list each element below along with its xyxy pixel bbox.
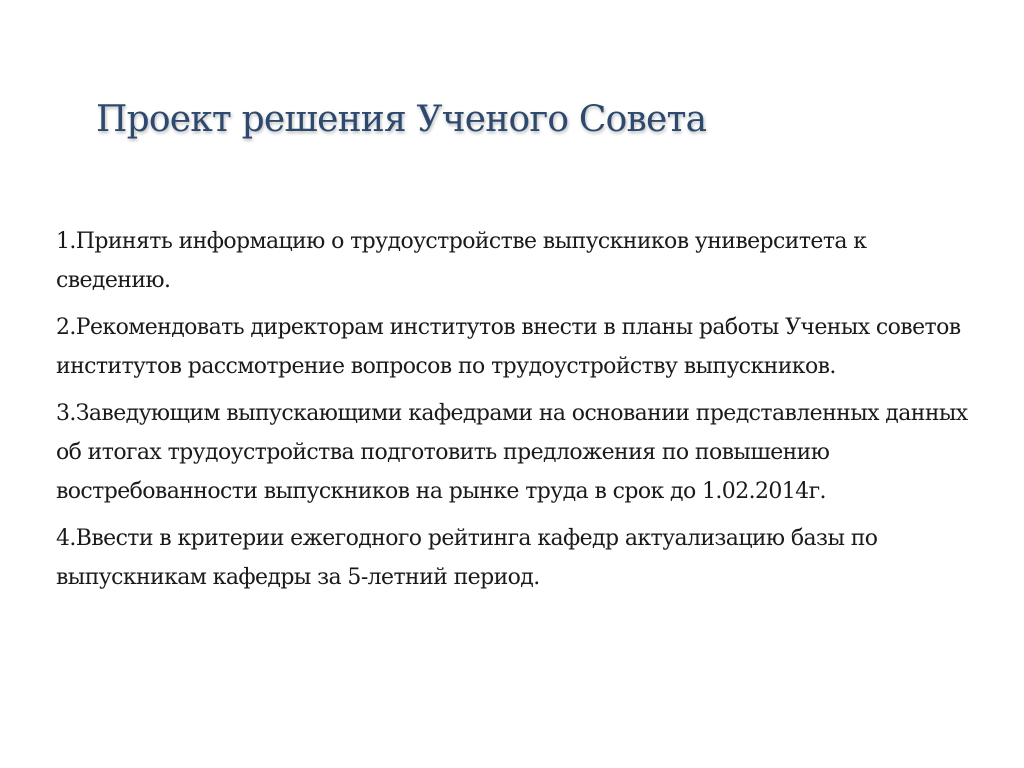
decision-item-4: 4.Ввести в критерии ежегодного рейтинга кафедр актуализацию базы по выпускникам кафедры за 5-летний период. — [56, 526, 878, 590]
decision-list — [56, 222, 976, 605]
slide-title: Проект решения Ученого Совета — [96, 99, 707, 140]
decision-item-2: 2.Рекомендовать директорам институтов внести в планы работы Ученых советов институтов рассмотрение вопросов по трудоустройству выпускников. — [56, 315, 961, 379]
decision-item-3: 3.Заведующим выпускающими кафедрами на основании представленных данных об итогах трудоустройства подготовить предложения по повышению востребованности выпускников на рынке труда в срок до 1.02.2014г. — [56, 401, 968, 504]
decision-item-1: 1.Принять информацию о трудоустройстве выпускников университета к сведению. — [56, 229, 867, 293]
